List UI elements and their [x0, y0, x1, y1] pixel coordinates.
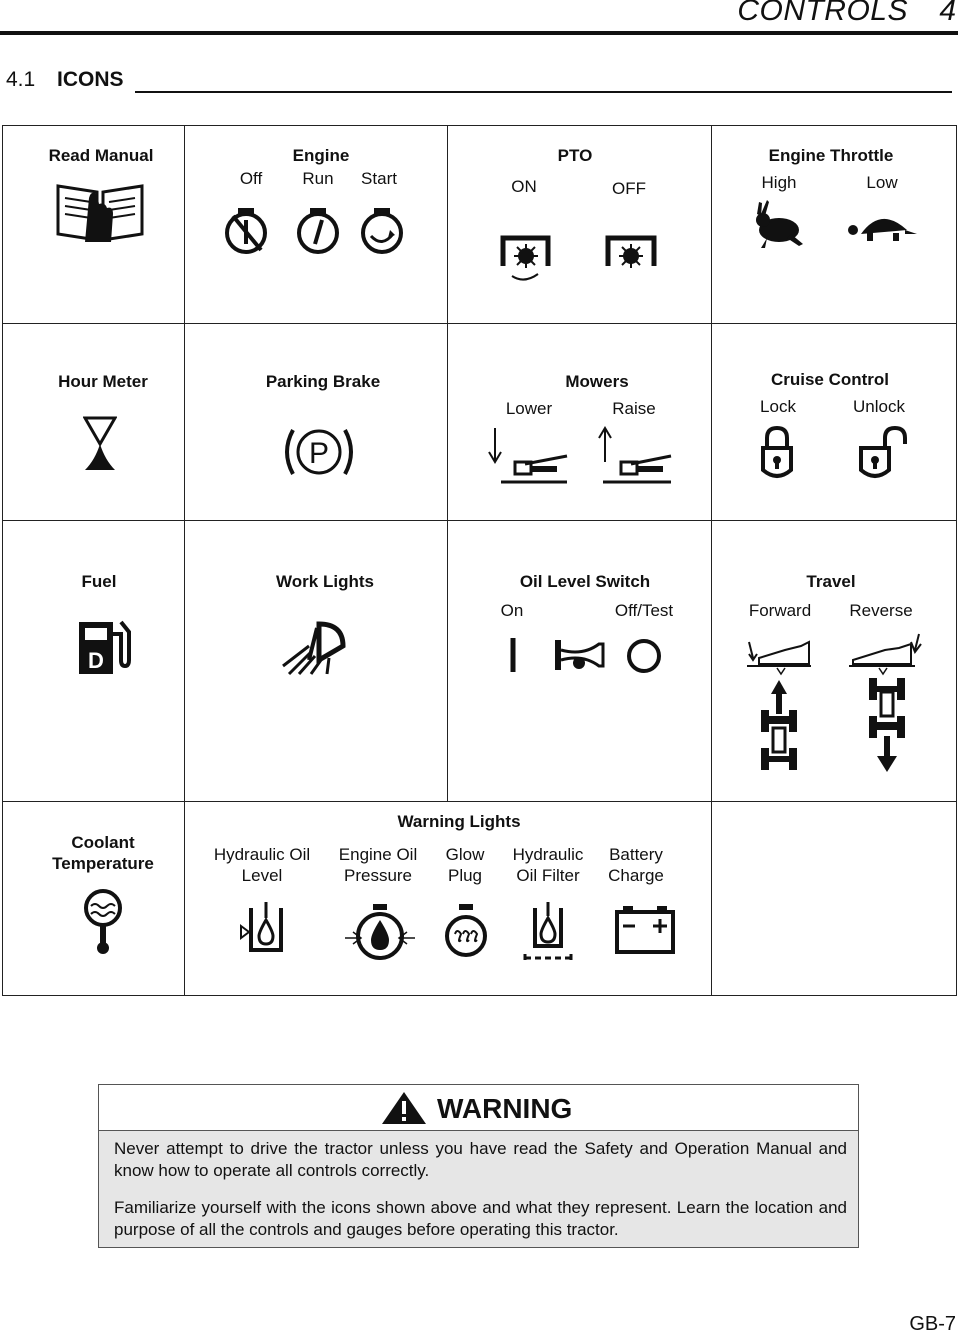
engine-run-icon — [299, 208, 337, 252]
cruise-icons — [761, 426, 907, 482]
work-lights-title: Work Lights — [276, 572, 374, 591]
chapter-number: 4 — [939, 0, 956, 27]
pto-off-label: OFF — [612, 179, 646, 198]
oil-level-on-label: On — [500, 601, 524, 620]
hour-meter-title: Hour Meter — [58, 372, 148, 391]
engine-run-label: Run — [302, 169, 334, 188]
hyd-oil-level-line1: Hydraulic Oil — [213, 845, 311, 864]
hyd-oil-level-line2: Level — [241, 866, 283, 885]
parking-brake-icon — [283, 426, 355, 478]
hyd-oil-filter-line1: Hydraulic — [512, 845, 584, 864]
travel-forward-label: Forward — [748, 601, 812, 620]
pto-icons — [498, 234, 658, 286]
travel-icons — [745, 632, 923, 780]
fuel-glyph: D — [88, 648, 104, 673]
engine-icons — [225, 206, 405, 256]
mowers-raise-label: Raise — [612, 399, 656, 418]
oil-level-title: Oil Level Switch — [519, 572, 651, 591]
glow-plug-label — [446, 844, 485, 886]
engine-off-icon — [227, 208, 265, 252]
engine-start-label: Start — [361, 169, 397, 188]
forward-pedal-icon — [747, 642, 811, 674]
section-underline — [135, 91, 952, 93]
throttle-icons — [751, 200, 921, 250]
header-rule — [0, 31, 958, 35]
parking-brake-title: Parking Brake — [265, 372, 381, 391]
oil-level-icons — [507, 636, 667, 676]
engine-oil-line1: Engine Oil — [338, 845, 418, 864]
warning-lights-title: Warning Lights — [397, 812, 521, 831]
warning-title: WARNING — [437, 1093, 573, 1124]
section-title: ICONS — [57, 68, 124, 91]
warning-box — [98, 1084, 859, 1248]
reverse-pedal-icon — [849, 634, 921, 674]
glow-plug-line2: Plug — [447, 866, 483, 885]
hyd-oil-level-label — [214, 844, 310, 886]
engine-oil-label — [339, 844, 417, 886]
reverse-tractor-icon — [869, 678, 905, 772]
oil-level-offtest-label: Off/Test — [614, 601, 674, 620]
cruise-lock-label: Lock — [760, 397, 796, 416]
cruise-unlock-label: Unlock — [853, 397, 905, 416]
glow-plug-line1: Glow — [445, 845, 485, 864]
coolant-title — [52, 832, 154, 874]
mower-lower-icon — [489, 428, 567, 482]
warning-header — [99, 1085, 858, 1131]
warning-triangle-icon — [381, 1091, 427, 1125]
read-manual-title: Read Manual — [48, 146, 154, 165]
warning-light-icons — [235, 898, 675, 964]
lock-icon — [763, 428, 791, 476]
hyd-oil-filter-line2: Oil Filter — [516, 866, 580, 885]
hourglass-icon — [83, 416, 117, 472]
warning-paragraph-2: Familiarize yourself with the icons shown above and what they represent. Learn the location and purpose of all the controls and gauges before operating this tractor. — [114, 1198, 847, 1239]
pto-title: PTO — [557, 146, 593, 165]
unlock-icon — [861, 428, 905, 476]
engine-oil-line2: Pressure — [343, 866, 413, 885]
travel-title: Travel — [806, 572, 856, 591]
mower-raise-icon — [599, 428, 671, 482]
engine-off-label: Off — [239, 169, 263, 188]
coolant-title-line1: Coolant — [71, 833, 135, 852]
pto-off-icon — [608, 238, 654, 268]
hyd-oil-level-icon — [241, 902, 281, 950]
battery-icon — [617, 906, 673, 952]
page-number: GB-7 — [909, 1313, 956, 1335]
hyd-oil-filter-label — [513, 844, 584, 886]
chapter-title: CONTROLS — [737, 0, 908, 27]
fuel-icon — [75, 618, 135, 676]
section-number: 4.1 — [6, 68, 36, 91]
travel-reverse-label: Reverse — [849, 601, 913, 620]
parking-brake-glyph: P — [308, 437, 330, 470]
turtle-icon — [848, 219, 917, 241]
coolant-title-line2: Temperature — [52, 854, 154, 873]
throttle-low-label: Low — [866, 173, 898, 192]
throttle-high-label: High — [761, 173, 797, 192]
battery-line1: Battery — [609, 845, 663, 864]
off-circle-icon — [629, 641, 659, 671]
throttle-title: Engine Throttle — [768, 146, 894, 165]
cruise-title: Cruise Control — [770, 370, 890, 389]
mowers-lower-label: Lower — [505, 399, 553, 418]
engine-title: Engine — [292, 146, 350, 165]
mowers-icons — [485, 426, 675, 488]
work-light-icon — [279, 620, 349, 676]
engine-oil-pressure-icon — [345, 904, 415, 958]
battery-line2: Charge — [608, 866, 664, 885]
fuel-title: Fuel — [81, 572, 117, 591]
hyd-oil-filter-icon — [525, 902, 571, 962]
horn-icon — [555, 640, 603, 670]
glow-plug-icon — [447, 904, 485, 955]
icon-grid — [2, 125, 957, 996]
pto-on-label: ON — [511, 177, 537, 196]
warning-paragraph-1: Never attempt to drive the tractor unless you have read the Safety and Operation Manual and know how to operate all controls correctly. — [114, 1139, 847, 1180]
engine-start-icon — [363, 208, 401, 252]
battery-label — [608, 844, 664, 886]
rabbit-icon — [756, 200, 803, 248]
mowers-title: Mowers — [565, 372, 629, 391]
coolant-temp-icon — [83, 888, 123, 958]
forward-tractor-icon — [761, 680, 797, 770]
read-manual-icon — [55, 178, 145, 243]
pto-on-icon — [503, 238, 548, 280]
